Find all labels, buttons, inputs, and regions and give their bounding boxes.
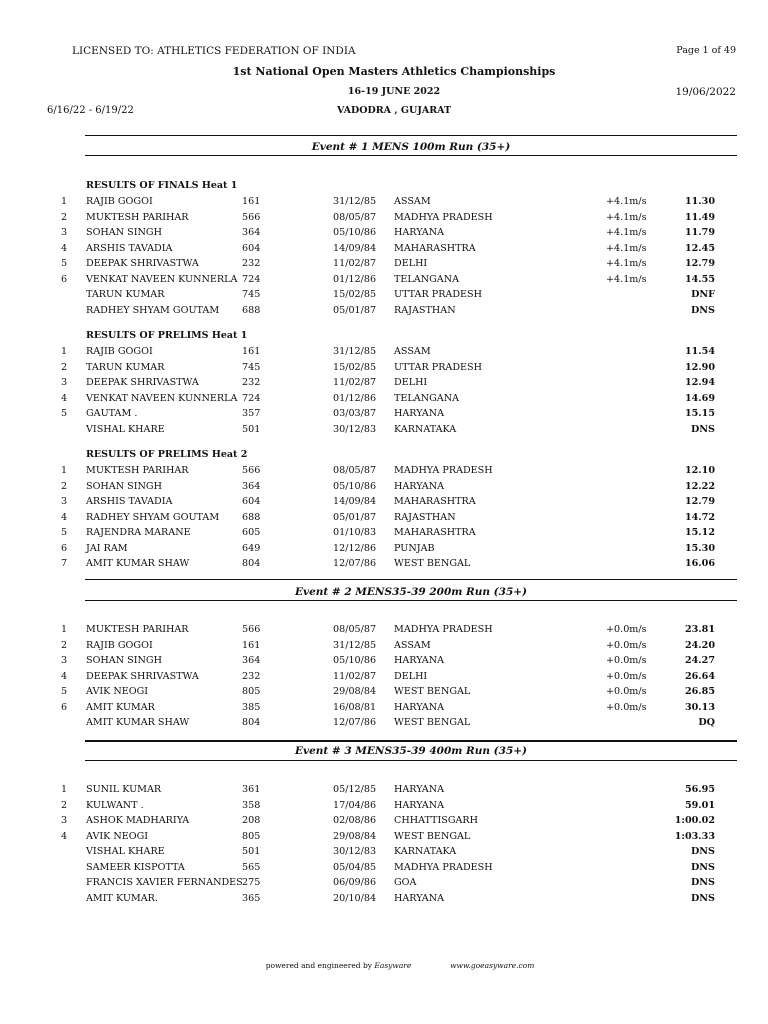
table-row: [0, 424, 768, 439]
birth-date: 05/01/87: [333, 304, 377, 316]
table-row: [0, 481, 768, 496]
birth-date: 31/12/85: [333, 196, 377, 207]
athlete-name: RAJIB GOGOI: [86, 196, 153, 207]
section-label: RESULTS OF PRELIMS Heat 2: [86, 449, 248, 460]
state-name: MADHYA PRADESH: [394, 861, 493, 873]
table-row: [0, 846, 768, 861]
bib-number: 566: [242, 211, 261, 223]
result-mark: 12.94: [684, 377, 715, 388]
birth-date: 05/04/85: [333, 861, 377, 873]
result-mark: 56.95: [684, 784, 715, 795]
birth-date: 30/12/83: [333, 846, 377, 857]
wind-reading: +4.1m/s: [606, 196, 647, 207]
place-number: 4: [60, 242, 68, 254]
table-row: [0, 800, 768, 815]
birth-date: 05/10/86: [333, 227, 377, 238]
bib-number: 804: [242, 717, 261, 728]
state-name: CHHATTISGARH: [394, 815, 478, 826]
result-mark: DNS: [690, 877, 715, 888]
bib-number: 605: [242, 527, 261, 538]
birth-date: 11/02/87: [333, 258, 377, 269]
birth-date: 20/10/84: [333, 892, 377, 904]
result-mark: 59.01: [684, 799, 715, 811]
divider: [85, 760, 737, 761]
athlete-name: MUKTESH PARIHAR: [86, 465, 189, 476]
birth-date: 01/12/86: [333, 273, 377, 285]
divider: [85, 579, 737, 580]
birth-date: 14/09/84: [333, 242, 377, 254]
athlete-name: AVIK NEOGI: [86, 830, 149, 842]
state-name: HARYANA: [394, 227, 445, 238]
result-mark: DNS: [690, 423, 715, 435]
state-name: WEST BENGAL: [394, 830, 471, 842]
athlete-name: AMIT KUMAR SHAW: [86, 717, 190, 728]
place-number: 3: [60, 655, 68, 666]
table-row: [0, 877, 768, 892]
place-number: 4: [60, 392, 68, 404]
birth-date: 15/02/85: [333, 361, 377, 373]
table-row: [0, 258, 768, 273]
birth-date: 05/10/86: [333, 480, 377, 492]
birth-date: 05/01/87: [333, 511, 377, 523]
state-name: DELHI: [394, 258, 428, 269]
state-name: GOA: [394, 877, 417, 888]
place-number: 5: [60, 527, 68, 538]
athlete-name: TARUN KUMAR: [86, 361, 165, 373]
table-row: [0, 243, 768, 258]
birth-date: 08/05/87: [333, 465, 377, 476]
place-number: 6: [60, 273, 68, 285]
table-row: [0, 671, 768, 686]
table-row: [0, 496, 768, 511]
state-name: HARYANA: [394, 799, 445, 811]
athlete-name: VISHAL KHARE: [86, 846, 165, 857]
place-number: 1: [60, 624, 68, 635]
result-mark: 14.69: [684, 392, 715, 404]
meet-title: 1st National Open Masters Athletics Championships: [232, 65, 556, 78]
state-name: TELANGANA: [394, 273, 460, 285]
athlete-name: SUNIL KUMAR: [86, 784, 162, 795]
state-name: PUNJAB: [394, 542, 435, 554]
place-number: 3: [60, 227, 68, 238]
wind-reading: +4.1m/s: [606, 273, 647, 285]
wind-reading: +4.1m/s: [606, 227, 647, 238]
wind-reading: +0.0m/s: [606, 670, 647, 682]
result-mark: 23.81: [684, 624, 715, 635]
table-row: [0, 543, 768, 558]
section-label: RESULTS OF FINALS Heat 1: [86, 180, 238, 191]
birth-date: 03/03/87: [333, 408, 377, 419]
page-number: Page 1 of 49: [676, 45, 736, 56]
table-row: [0, 655, 768, 670]
table-row: [0, 196, 768, 211]
bib-number: 161: [242, 639, 261, 651]
meet-dates: 16-19 JUNE 2022: [347, 86, 441, 97]
table-row: [0, 717, 768, 732]
birth-date: 06/09/86: [333, 877, 377, 888]
result-mark: DNS: [690, 861, 715, 873]
athlete-name: RAJIB GOGOI: [86, 639, 153, 651]
birth-date: 15/02/85: [333, 289, 377, 300]
bib-number: 208: [242, 815, 261, 826]
athlete-name: SOHAN SINGH: [86, 227, 162, 238]
table-row: [0, 393, 768, 408]
birth-date: 01/12/86: [333, 392, 377, 404]
state-name: HARYANA: [394, 892, 445, 904]
state-name: UTTAR PRADESH: [394, 289, 482, 300]
result-mark: DQ: [698, 717, 715, 728]
place-number: 7: [60, 558, 68, 569]
wind-reading: +0.0m/s: [606, 639, 647, 651]
place-number: 6: [60, 701, 68, 713]
bib-number: 745: [242, 361, 261, 373]
state-name: DELHI: [394, 377, 428, 388]
bib-number: 604: [242, 496, 261, 507]
athlete-name: AMIT KUMAR: [86, 701, 155, 713]
print-date: 19/06/2022: [675, 86, 736, 98]
table-row: [0, 831, 768, 846]
event-title: Event # 1 MENS 100m Run (35+): [311, 141, 511, 153]
table-row: [0, 784, 768, 799]
table-row: [0, 274, 768, 289]
athlete-name: DEEPAK SHRIVASTWA: [86, 258, 199, 269]
table-row: [0, 512, 768, 527]
birth-date: 11/02/87: [333, 377, 377, 388]
result-mark: DNS: [690, 304, 715, 316]
table-row: [0, 686, 768, 701]
place-number: 6: [60, 542, 68, 554]
table-row: [0, 305, 768, 320]
table-row: [0, 377, 768, 392]
athlete-name: TARUN KUMAR: [86, 289, 165, 300]
result-mark: DNS: [690, 892, 715, 904]
footer: [0, 961, 768, 970]
result-mark: 24.20: [684, 639, 715, 651]
state-name: HARYANA: [394, 784, 445, 795]
athlete-name: ASHOK MADHARIYA: [86, 815, 190, 826]
wind-reading: +0.0m/s: [606, 701, 647, 713]
divider: [85, 155, 737, 156]
place-number: 5: [60, 408, 68, 419]
table-row: [0, 815, 768, 830]
bib-number: 364: [242, 655, 261, 666]
bib-number: 566: [242, 624, 261, 635]
divider: [85, 135, 737, 136]
result-mark: 15.12: [684, 527, 715, 538]
place-number: 5: [60, 258, 68, 269]
athlete-name: RAJENDRA MARANE: [86, 527, 191, 538]
bib-number: 804: [242, 558, 261, 569]
athlete-name: SOHAN SINGH: [86, 480, 162, 492]
bib-number: 501: [242, 846, 261, 857]
bib-number: 724: [242, 273, 261, 285]
table-row: [0, 558, 768, 573]
birth-date: 11/02/87: [333, 670, 377, 682]
place-number: 2: [60, 639, 68, 651]
birth-date: 30/12/83: [333, 423, 377, 435]
result-mark: 1:03.33: [674, 830, 715, 842]
state-name: MAHARASHTRA: [394, 242, 476, 254]
result-mark: 11.30: [684, 196, 715, 207]
result-mark: 12.90: [684, 361, 715, 373]
place-number: 4: [60, 670, 68, 682]
divider: [85, 740, 737, 742]
birth-date: 12/12/86: [333, 542, 377, 554]
state-name: DELHI: [394, 670, 428, 682]
section-label: RESULTS OF PRELIMS Heat 1: [86, 330, 248, 341]
result-mark: 1:00.02: [674, 815, 715, 826]
event-title: Event # 2 MENS35-39 200m Run (35+): [294, 586, 528, 598]
birth-date: 29/08/84: [333, 830, 377, 842]
athlete-name: AMIT KUMAR SHAW: [86, 558, 190, 569]
place-number: 1: [60, 784, 68, 795]
result-mark: 11.54: [684, 346, 715, 357]
footer-url-link[interactable]: www.goeasyware.com: [450, 961, 535, 970]
athlete-name: MUKTESH PARIHAR: [86, 624, 189, 635]
birth-date: 01/10/83: [333, 527, 377, 538]
athlete-name: SAMEER KISPOTTA: [86, 861, 185, 873]
bib-number: 365: [242, 892, 261, 904]
result-mark: 30.13: [684, 701, 715, 713]
athlete-name: VENKAT NAVEEN KUNNERLA: [86, 392, 238, 404]
place-number: 2: [60, 211, 68, 223]
table-row: [0, 465, 768, 480]
athlete-name: SOHAN SINGH: [86, 655, 162, 666]
table-row: [0, 624, 768, 639]
birth-date: 12/07/86: [333, 717, 377, 728]
bib-number: 565: [242, 861, 261, 873]
bib-number: 501: [242, 423, 261, 435]
table-row: [0, 893, 768, 908]
bib-number: 361: [242, 784, 261, 795]
athlete-name: DEEPAK SHRIVASTWA: [86, 670, 199, 682]
table-row: [0, 408, 768, 423]
result-mark: 24.27: [684, 655, 715, 666]
place-number: 1: [60, 346, 68, 357]
wind-reading: +0.0m/s: [606, 624, 647, 635]
result-mark: 15.30: [684, 542, 715, 554]
athlete-name: JAI RAM: [86, 542, 128, 554]
athlete-name: RADHEY SHYAM GOUTAM: [86, 511, 220, 523]
birth-date: 05/10/86: [333, 655, 377, 666]
place-number: 2: [60, 361, 68, 373]
wind-reading: +0.0m/s: [606, 655, 647, 666]
place-number: 4: [60, 511, 68, 523]
birth-date: 08/05/87: [333, 624, 377, 635]
result-mark: 14.55: [684, 273, 715, 285]
bib-number: 232: [242, 670, 261, 682]
state-name: TELANGANA: [394, 392, 460, 404]
place-number: 5: [60, 686, 68, 697]
table-row: [0, 227, 768, 242]
state-name: UTTAR PRADESH: [394, 361, 482, 373]
state-name: ASSAM: [394, 196, 431, 207]
state-name: KARNATAKA: [394, 423, 457, 435]
bib-number: 649: [242, 542, 261, 554]
table-row: [0, 212, 768, 227]
state-name: WEST BENGAL: [394, 686, 471, 697]
place-number: 4: [60, 830, 68, 842]
state-name: MAHARASHTRA: [394, 527, 476, 538]
footer-brand: Easyware: [374, 961, 412, 970]
birth-date: 12/07/86: [333, 558, 377, 569]
state-name: MADHYA PRADESH: [394, 465, 493, 476]
bib-number: 688: [242, 511, 261, 523]
result-mark: 14.72: [684, 511, 715, 523]
result-mark: 12.10: [684, 465, 715, 476]
result-mark: 26.85: [684, 686, 715, 697]
athlete-name: ARSHIS TAVADIA: [86, 242, 173, 254]
date-range: 6/16/22 - 6/19/22: [47, 105, 134, 116]
result-mark: DNS: [690, 846, 715, 857]
license-text: LICENSED TO: ATHLETICS FEDERATION OF INDIA: [72, 45, 356, 57]
bib-number: 232: [242, 377, 261, 388]
place-number: 2: [60, 799, 68, 811]
state-name: RAJASTHAN: [394, 304, 456, 316]
result-mark: 11.49: [684, 211, 715, 223]
place-number: 3: [60, 377, 68, 388]
bib-number: 724: [242, 392, 261, 404]
state-name: WEST BENGAL: [394, 558, 471, 569]
athlete-name: RADHEY SHYAM GOUTAM: [86, 304, 220, 316]
place-number: 3: [60, 815, 68, 826]
athlete-name: VENKAT NAVEEN KUNNERLA: [86, 273, 238, 285]
wind-reading: +4.1m/s: [606, 242, 647, 254]
table-row: [0, 289, 768, 304]
bib-number: 688: [242, 304, 261, 316]
bib-number: 604: [242, 242, 261, 254]
bib-number: 566: [242, 465, 261, 476]
athlete-name: ARSHIS TAVADIA: [86, 496, 173, 507]
athlete-name: FRANCIS XAVIER FERNANDES: [86, 877, 243, 888]
bib-number: 357: [242, 408, 261, 419]
state-name: ASSAM: [394, 639, 431, 651]
wind-reading: +4.1m/s: [606, 258, 647, 269]
state-name: KARNATAKA: [394, 846, 457, 857]
bib-number: 364: [242, 480, 261, 492]
result-mark: 16.06: [684, 558, 715, 569]
birth-date: 08/05/87: [333, 211, 377, 223]
state-name: MAHARASHTRA: [394, 496, 476, 507]
result-mark: 12.22: [684, 480, 715, 492]
place-number: 2: [60, 480, 68, 492]
bib-number: 805: [242, 830, 261, 842]
result-mark: 12.45: [684, 242, 715, 254]
state-name: RAJASTHAN: [394, 511, 456, 523]
athlete-name: DEEPAK SHRIVASTWA: [86, 377, 199, 388]
birth-date: 14/09/84: [333, 496, 377, 507]
athlete-name: MUKTESH PARIHAR: [86, 211, 189, 223]
state-name: WEST BENGAL: [394, 717, 471, 728]
result-mark: 12.79: [684, 258, 715, 269]
place-number: 3: [60, 496, 68, 507]
state-name: HARYANA: [394, 655, 445, 666]
table-row: [0, 640, 768, 655]
bib-number: 385: [242, 701, 261, 713]
state-name: HARYANA: [394, 408, 445, 419]
wind-reading: +4.1m/s: [606, 211, 647, 223]
result-mark: 15.15: [684, 408, 715, 419]
result-mark: 11.79: [684, 227, 715, 238]
bib-number: 805: [242, 686, 261, 697]
table-row: [0, 362, 768, 377]
state-name: HARYANA: [394, 480, 445, 492]
birth-date: 31/12/85: [333, 346, 377, 357]
divider: [85, 600, 737, 601]
result-mark: 26.64: [684, 670, 715, 682]
state-name: HARYANA: [394, 701, 445, 713]
bib-number: 745: [242, 289, 261, 300]
table-row: [0, 346, 768, 361]
athlete-name: GAUTAM .: [86, 408, 138, 419]
footer-powered-text: powered and engineered by: [265, 961, 372, 970]
birth-date: 29/08/84: [333, 686, 377, 697]
birth-date: 16/08/81: [333, 701, 377, 713]
state-name: MADHYA PRADESH: [394, 624, 493, 635]
birth-date: 05/12/85: [333, 784, 377, 795]
athlete-name: VISHAL KHARE: [86, 423, 165, 435]
athlete-name: RAJIB GOGOI: [86, 346, 153, 357]
birth-date: 17/04/86: [333, 799, 377, 811]
athlete-name: AMIT KUMAR.: [86, 892, 158, 904]
birth-date: 31/12/85: [333, 639, 377, 651]
birth-date: 02/08/86: [333, 815, 377, 826]
table-row: [0, 702, 768, 717]
table-row: [0, 527, 768, 542]
event-title: Event # 3 MENS35-39 400m Run (35+): [294, 745, 528, 757]
bib-number: 275: [242, 877, 261, 888]
athlete-name: AVIK NEOGI: [86, 686, 149, 697]
wind-reading: +0.0m/s: [606, 686, 647, 697]
bib-number: 161: [242, 346, 261, 357]
state-name: MADHYA PRADESH: [394, 211, 493, 223]
bib-number: 364: [242, 227, 261, 238]
state-name: ASSAM: [394, 346, 431, 357]
result-mark: 12.79: [684, 496, 715, 507]
table-row: [0, 862, 768, 877]
bib-number: 161: [242, 196, 261, 207]
bib-number: 232: [242, 258, 261, 269]
bib-number: 358: [242, 799, 261, 811]
athlete-name: KULWANT .: [86, 799, 144, 811]
place-number: 1: [60, 196, 68, 207]
place-number: 1: [60, 465, 68, 476]
meet-venue: VADODRA , GUJARAT: [336, 105, 452, 116]
result-mark: DNF: [691, 289, 715, 300]
